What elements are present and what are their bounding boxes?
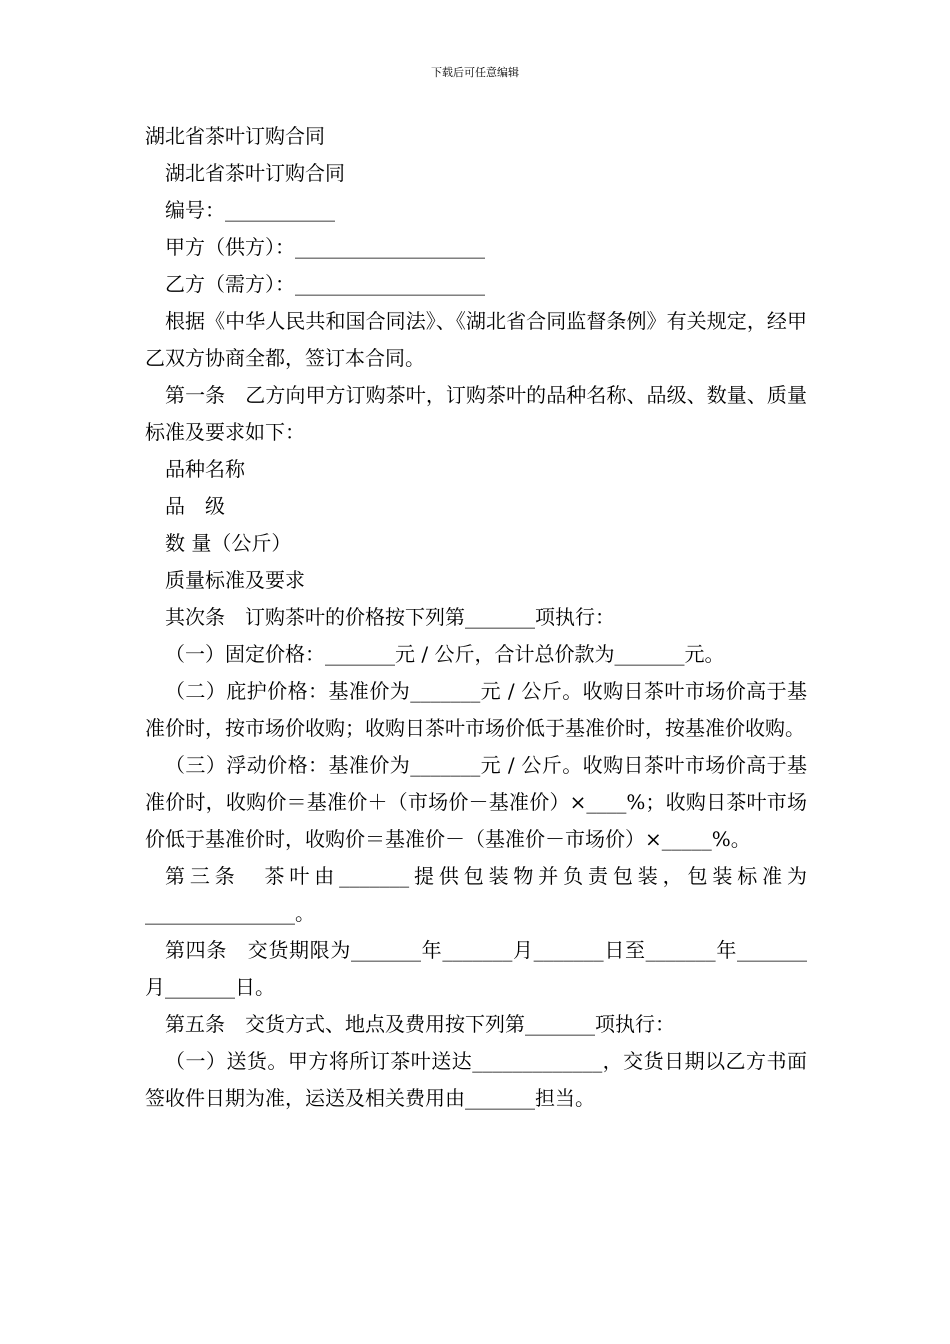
party-a-line: 甲方（供方）：___________________ [165,235,485,259]
document-title: 湖北省茶叶订购合同 [145,124,325,148]
contract-body [145,118,807,1117]
protective-price-clause: （二）庇护价格：基准价为_______元 / 公斤。收购日茶叶市场价高于基准价时，按市场价收购；收购日茶叶市场价低于基准价时，按基准价收购。 [145,679,807,740]
delivery-clause: （一）送货。甲方将所订茶叶送达_____________，交货日期以乙方书面签收件日期为准，运送及相关费用由_______担当。 [145,1049,807,1110]
table-header-quantity: 数 量（公斤） [165,531,292,555]
table-header-grade: 品 级 [165,494,225,518]
page-header-note: 下载后可任意编辑 [431,66,519,79]
contract-title: 湖北省茶叶订购合同 [165,161,345,185]
fixed-price-clause: （一）固定价格：_______元 / 公斤，合计总价款为_______元。 [165,642,725,666]
article-four-paragraph: 第四条 交货期限为_______年_______月_______日至_______年_______月_______日。 [145,938,807,999]
article-two-paragraph: 其次条 订购茶叶的价格按下列第_______项执行： [165,605,615,629]
preamble-paragraph: 根据《中华人民共和国合同法》、《湖北省合同监督条例》有关规定，经甲乙双方协商全都，签订本合同。 [145,309,807,370]
table-header-quality: 质量标准及要求 [165,568,305,592]
table-header-variety: 品种名称 [165,457,245,481]
contract-number-line: 编号：___________ [165,198,335,222]
article-three-paragraph: 第三条 茶叶由_______提供包装物并负责包装，包装标准为_______________。 [145,864,807,925]
article-one-paragraph: 第一条 乙方向甲方订购茶叶，订购茶叶的品种名称、品级、数量、质量标准及要求如下： [145,383,807,444]
floating-price-clause: （三）浮动价格：基准价为_______元 / 公斤。收购日茶叶市场价高于基准价时，收购价＝基准价＋（市场价－基准价）×____%；收购日茶叶市场价低于基准价时，收购价＝基准价－（基准价－市场价）×_____%。 [145,753,807,851]
party-b-line: 乙方（需方）：___________________ [165,272,485,296]
article-five-paragraph: 第五条 交货方式、地点及费用按下列第_______项执行： [165,1012,675,1036]
